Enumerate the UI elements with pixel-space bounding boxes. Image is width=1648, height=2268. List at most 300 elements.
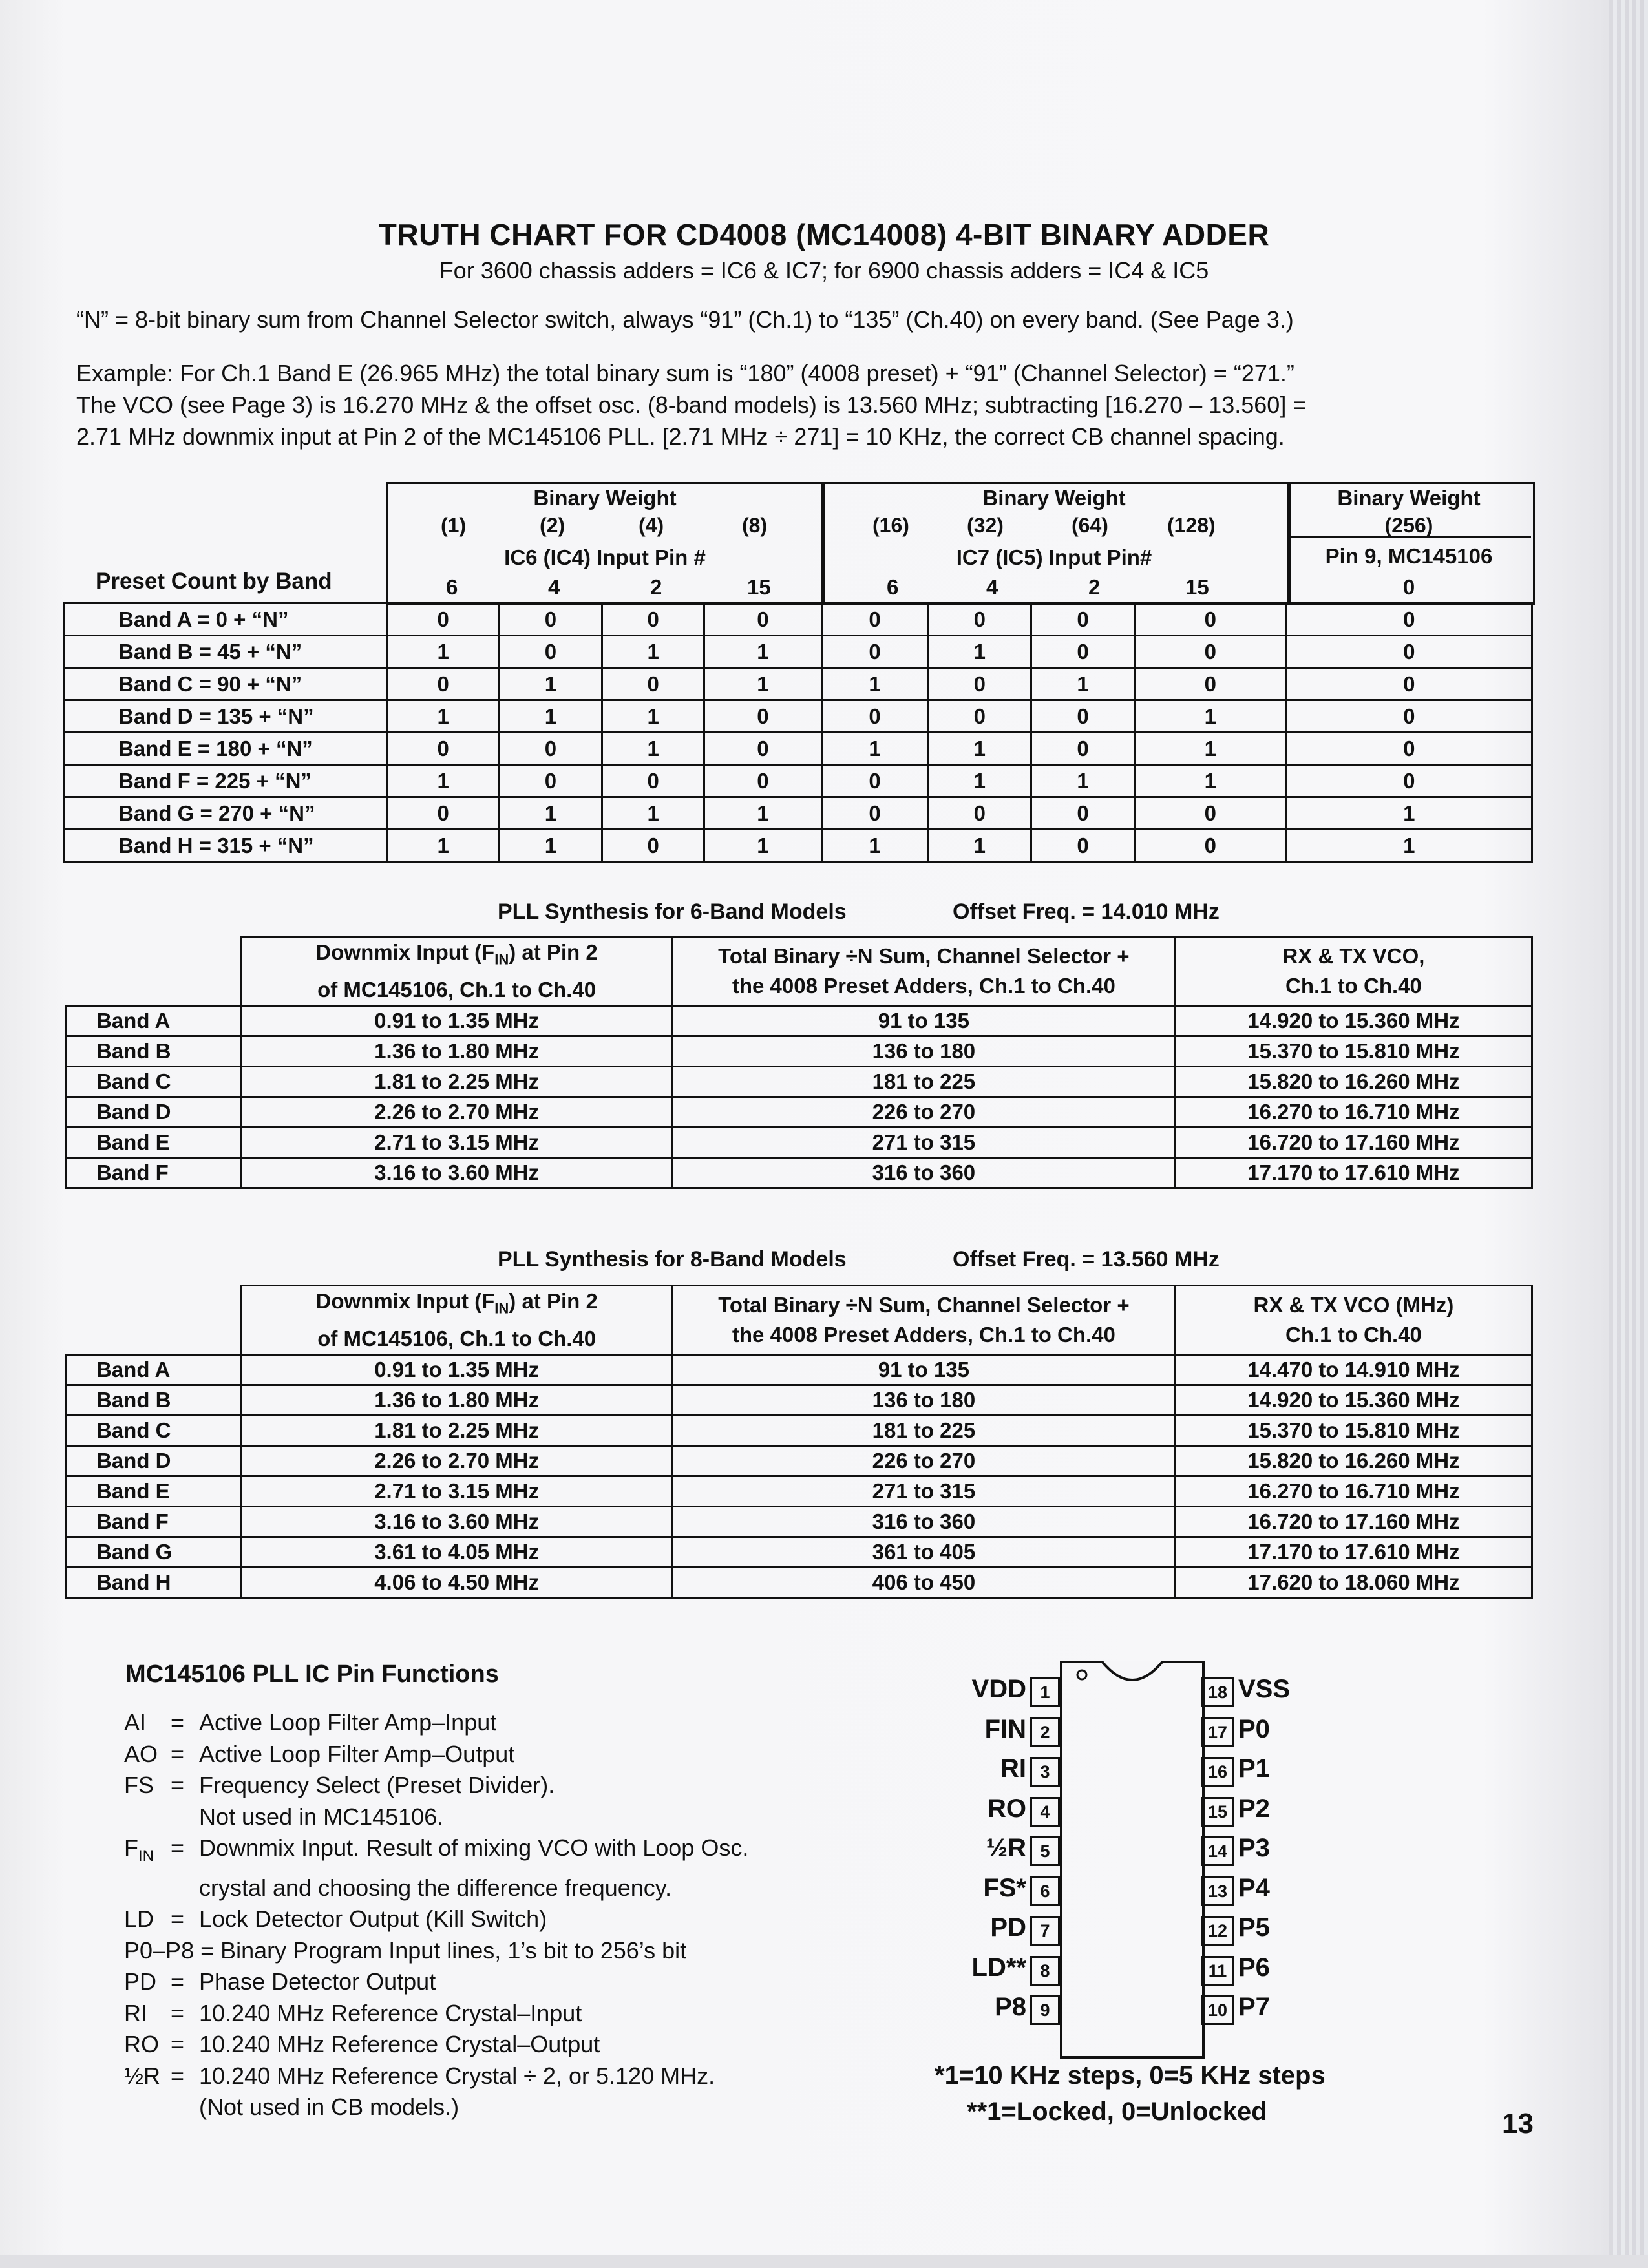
truth-row <box>65 765 1532 797</box>
pll-row <box>66 1066 1532 1097</box>
bit-cell: 0 <box>1031 797 1135 830</box>
pll8-offset: Offset Freq. = 13.560 MHz <box>953 1247 1220 1272</box>
pll-band-cell: Band E <box>66 1476 241 1506</box>
chip-pin-label: P0 <box>1238 1714 1270 1743</box>
chip-pin-label: RI <box>1000 1754 1026 1783</box>
chip-pin-number: 9 <box>1030 1995 1060 2025</box>
truth-row <box>65 636 1532 668</box>
chip-pin-number: 18 <box>1201 1677 1234 1707</box>
sum-header <box>672 937 1175 1006</box>
band-label: Band G = 270 + “N” <box>65 797 388 830</box>
bit-cell: 0 <box>499 765 602 797</box>
pin1-dot <box>1077 1670 1086 1679</box>
bit-cell: 1 <box>704 636 822 668</box>
pin-label: 15 <box>747 575 771 599</box>
pin-desc: Downmix Input. Result of mixing VCO with Loop Osc. <box>199 1834 749 1861</box>
chip-pin-number: 1 <box>1030 1677 1060 1707</box>
pll-sum-cell: 316 to 360 <box>672 1157 1175 1188</box>
bit-cell: 0 <box>1031 733 1135 765</box>
pin-label: 4 <box>986 575 998 599</box>
bit-cell: 1 <box>928 830 1031 862</box>
pin-key <box>124 1966 171 1998</box>
bit-cell: 1 <box>704 797 822 830</box>
pll-vco-cell: 15.820 to 16.260 MHz <box>1175 1445 1532 1476</box>
pin-key <box>124 2029 171 2061</box>
fin-header <box>241 937 673 1006</box>
pin-key <box>124 1904 171 1935</box>
chip-pin-number: 15 <box>1201 1797 1234 1827</box>
pin-key-text: RI <box>124 1999 147 2026</box>
pll-row <box>66 1567 1532 1597</box>
fin-subscript: IN <box>494 1300 509 1317</box>
truth-row <box>65 797 1532 830</box>
chip-pin-label: VSS <box>1238 1675 1291 1703</box>
ic6-weight-title: Binary Weight <box>533 486 677 510</box>
pll-fin-cell: 4.06 to 4.50 MHz <box>241 1567 673 1597</box>
bit-cell: 1 <box>499 668 602 700</box>
bit-cell: 1 <box>499 700 602 733</box>
ic6-pin-header: IC6 (IC4) Input Pin # <box>504 545 706 569</box>
bit-cell: 1 <box>1134 700 1286 733</box>
pin-label: 6 <box>446 575 458 599</box>
chip-pin-label: VDD <box>971 1675 1026 1703</box>
pll-band-cell: Band A <box>66 1005 241 1036</box>
chip-pin-label: P4 <box>1238 1873 1270 1902</box>
vco-header-text: RX & TX VCO, <box>1282 943 1425 968</box>
pll-fin-cell: 3.16 to 3.60 MHz <box>241 1506 673 1537</box>
bit-cell: 0 <box>704 733 822 765</box>
bit-cell: 1 <box>387 830 499 862</box>
vco-header-text: RX & TX VCO (MHz) <box>1253 1292 1454 1317</box>
pll-row <box>66 1476 1532 1506</box>
truth-row <box>65 604 1532 636</box>
bit-cell: 1 <box>602 797 704 830</box>
bit-cell: 0 <box>1134 668 1286 700</box>
bit-cell: 0 <box>1031 700 1135 733</box>
pin-desc: 10.240 MHz Reference Crystal–Input <box>199 1999 582 2026</box>
sum-header <box>672 1286 1175 1355</box>
pll-vco-cell: 17.620 to 18.060 MHz <box>1175 1567 1532 1597</box>
chip-pin-label: P2 <box>1238 1794 1270 1823</box>
pll-row <box>66 1036 1532 1066</box>
fin-header-text: ) at Pin 2 <box>509 1289 598 1313</box>
bit-cell: 0 <box>602 668 704 700</box>
pin-function-item <box>124 1739 748 1770</box>
bit-cell: 1 <box>928 636 1031 668</box>
pll-row <box>66 1537 1532 1567</box>
chip-pin-number: 3 <box>1030 1757 1060 1787</box>
chip-pin-number: 17 <box>1201 1717 1234 1747</box>
bit-cell: 1 <box>704 668 822 700</box>
pll-sum-cell: 271 to 315 <box>672 1127 1175 1157</box>
pin-function-item <box>124 1966 748 1998</box>
bit-cell: 1 <box>387 700 499 733</box>
page-number: 13 <box>1502 2108 1534 2139</box>
bit-cell: 1 <box>602 700 704 733</box>
sum-header-text: the 4008 Preset Adders, Ch.1 to Ch.40 <box>732 973 1115 998</box>
fin-header-text: Downmix Input (F <box>315 1289 495 1313</box>
chip-body <box>1060 1661 1205 2059</box>
band-label: Band B = 45 + “N” <box>65 636 388 668</box>
weight-label: (64) <box>1072 514 1108 537</box>
pin-key-text: LD <box>124 1906 154 1933</box>
pll-row <box>66 1354 1532 1385</box>
pll-vco-cell: 15.370 to 15.810 MHz <box>1175 1415 1532 1445</box>
pin-functions-title: MC145106 PLL IC Pin Functions <box>125 1661 499 1688</box>
weight-label: (128) <box>1167 514 1216 537</box>
chip-pin-number: 2 <box>1030 1717 1060 1747</box>
intro-line: “N” = 8-bit binary sum from Channel Selector switch, always “91” (Ch.1) to “135” (Ch.40) on every band. (See Page 3.) <box>76 306 1294 333</box>
page-subtitle: For 3600 chassis adders = IC6 & IC7; for 6900 chassis adders = IC4 & IC5 <box>439 257 1209 284</box>
ic7-weight-title: Binary Weight <box>982 486 1126 510</box>
pll-sum-cell: 226 to 270 <box>672 1445 1175 1476</box>
equals-sign: = <box>171 1740 185 1767</box>
pll-fin-cell: 1.36 to 1.80 MHz <box>241 1036 673 1066</box>
pin-key <box>124 1770 171 1801</box>
pll-vco-cell: 16.720 to 17.160 MHz <box>1175 1127 1532 1157</box>
pin-desc: 10.240 MHz Reference Crystal–Output <box>199 2031 600 2058</box>
pll-sum-cell: 181 to 225 <box>672 1415 1175 1445</box>
pll-row <box>66 1097 1532 1127</box>
equals-sign: = <box>171 2031 185 2058</box>
pin-key-subscript: IN <box>138 1847 154 1865</box>
chip-pin-label: ½R <box>986 1834 1026 1862</box>
bit-cell: 1 <box>1286 797 1532 830</box>
bit-cell: 0 <box>1286 733 1532 765</box>
pll-row <box>66 1445 1532 1476</box>
vco-header-text: Ch.1 to Ch.40 <box>1285 1322 1422 1347</box>
bit-cell: 1 <box>1031 765 1135 797</box>
pin-key-text: F <box>124 1834 138 1861</box>
pin-desc: Active Loop Filter Amp–Input <box>199 1709 497 1736</box>
pll6-table <box>65 936 1533 1189</box>
bit-cell: 0 <box>387 604 499 636</box>
fin-header-text: Downmix Input (F <box>315 940 495 964</box>
pll-band-cell: Band G <box>66 1537 241 1567</box>
chip-pin-label: P1 <box>1238 1754 1270 1783</box>
bit-cell: 0 <box>387 668 499 700</box>
fin-subscript: IN <box>494 951 509 968</box>
sum-header-text: Total Binary ÷N Sum, Channel Selector + <box>718 1292 1130 1317</box>
bit-cell: 1 <box>499 830 602 862</box>
page-edge <box>1609 0 1648 2268</box>
bit-cell: 0 <box>821 765 928 797</box>
pll-fin-cell: 2.26 to 2.70 MHz <box>241 1445 673 1476</box>
truth-row <box>65 668 1532 700</box>
bit-cell: 1 <box>602 733 704 765</box>
chip-pin-number: 8 <box>1030 1956 1060 1986</box>
bit-cell: 0 <box>387 733 499 765</box>
weight-label: (32) <box>967 514 1004 537</box>
pll-band-cell: Band C <box>66 1415 241 1445</box>
pll-vco-cell: 16.270 to 16.710 MHz <box>1175 1476 1532 1506</box>
pin-label: 15 <box>1185 575 1209 599</box>
pll-row <box>66 1127 1532 1157</box>
pll-row <box>66 1385 1532 1415</box>
band-label: Band D = 135 + “N” <box>65 700 388 733</box>
chip-pin-number: 10 <box>1201 1995 1234 2025</box>
chip-pin-number: 5 <box>1030 1836 1060 1866</box>
pll-row <box>66 1506 1532 1537</box>
pll-sum-cell: 91 to 135 <box>672 1354 1175 1385</box>
chip-pin-label: PD <box>990 1913 1026 1942</box>
sum-header-text: the 4008 Preset Adders, Ch.1 to Ch.40 <box>732 1322 1115 1347</box>
equals-sign: = <box>171 1834 185 1861</box>
pll-sum-cell: 226 to 270 <box>672 1097 1175 1127</box>
intro-paragraph-2 <box>76 357 1563 452</box>
chip-note-2: **1=Locked, 0=Unlocked <box>967 2097 1267 2126</box>
bit-cell: 0 <box>928 668 1031 700</box>
pin-function-item <box>124 2061 748 2092</box>
pll8-title: PLL Synthesis for 8-Band Models <box>498 1247 847 1272</box>
bit-cell: 0 <box>602 830 704 862</box>
fin-header <box>241 1286 673 1355</box>
pll-fin-cell: 2.71 to 3.15 MHz <box>241 1476 673 1506</box>
pll-vco-cell: 15.370 to 15.810 MHz <box>1175 1036 1532 1066</box>
weight-label: (256) <box>1384 514 1433 537</box>
sum-header-text: Total Binary ÷N Sum, Channel Selector + <box>718 943 1130 968</box>
pll8-table <box>65 1285 1533 1599</box>
pll-sum-cell: 136 to 180 <box>672 1036 1175 1066</box>
bit-cell: 0 <box>704 765 822 797</box>
band-label: Band E = 180 + “N” <box>65 733 388 765</box>
bit-cell: 0 <box>499 733 602 765</box>
pin-function-item <box>124 1904 748 1935</box>
bit-cell: 1 <box>928 733 1031 765</box>
pll-fin-cell: 1.81 to 2.25 MHz <box>241 1415 673 1445</box>
truth-table-body <box>63 602 1533 863</box>
bit-cell: 0 <box>1134 604 1286 636</box>
band-label: Band A = 0 + “N” <box>65 604 388 636</box>
pll-vco-cell: 15.820 to 16.260 MHz <box>1175 1066 1532 1097</box>
bit-cell: 0 <box>1134 636 1286 668</box>
weight-label: (1) <box>441 514 467 537</box>
pll-fin-cell: 2.26 to 2.70 MHz <box>241 1097 673 1127</box>
bit-cell: 1 <box>387 636 499 668</box>
pll-vco-cell: 14.920 to 15.360 MHz <box>1175 1385 1532 1415</box>
blank-cell <box>66 1286 241 1355</box>
bit-cell: 1 <box>821 733 928 765</box>
intro-line: Example: For Ch.1 Band E (26.965 MHz) the total binary sum is “180” (4008 preset) + “91” (Channel Selector) = “271.” <box>76 360 1294 386</box>
equals-sign: = <box>171 1906 185 1933</box>
pll6-offset: Offset Freq. = 14.010 MHz <box>953 899 1220 924</box>
equals-sign: = <box>171 1709 185 1736</box>
pin-functions-list <box>124 1707 748 2123</box>
weight-label: (16) <box>872 514 909 537</box>
fin-header-text: ) at Pin 2 <box>509 940 598 964</box>
pll-row <box>66 1415 1532 1445</box>
pll-vco-cell: 16.720 to 17.160 MHz <box>1175 1506 1532 1537</box>
pin-key <box>124 1998 171 2030</box>
chip-notch <box>1062 1661 1202 1686</box>
bit-cell: 0 <box>387 797 499 830</box>
equals-sign: = <box>171 2062 185 2089</box>
chip-pin-label: FS* <box>983 1873 1026 1902</box>
pll-band-cell: Band C <box>66 1066 241 1097</box>
fin-header-text: of MC145106, Ch.1 to Ch.40 <box>317 977 597 1002</box>
band-label: Band H = 315 + “N” <box>65 830 388 862</box>
bit-cell: 0 <box>928 700 1031 733</box>
bit-cell: 1 <box>387 765 499 797</box>
chip-pin-label: P7 <box>1238 1993 1270 2021</box>
pll-fin-cell: 1.81 to 2.25 MHz <box>241 1066 673 1097</box>
pll-vco-cell: 17.170 to 17.610 MHz <box>1175 1537 1532 1567</box>
pll-vco-cell: 14.920 to 15.360 MHz <box>1175 1005 1532 1036</box>
intro-paragraph-1 <box>76 304 1563 335</box>
bottom-edge <box>0 2255 1648 2268</box>
pin9-weight-title: Binary Weight <box>1337 486 1481 510</box>
pll-band-cell: Band F <box>66 1506 241 1537</box>
pll-row <box>66 1157 1532 1188</box>
chip-pin-number: 6 <box>1030 1876 1060 1906</box>
pin-label: 2 <box>650 575 662 599</box>
bit-cell: 0 <box>1031 604 1135 636</box>
pll-band-cell: Band E <box>66 1127 241 1157</box>
pin-function-item <box>124 2029 748 2061</box>
bit-cell: 1 <box>1031 668 1135 700</box>
bit-cell: 0 <box>1134 830 1286 862</box>
pll-sum-cell: 316 to 360 <box>672 1506 1175 1537</box>
pin-function-item <box>124 1935 748 1967</box>
bit-cell: 0 <box>704 700 822 733</box>
pll-fin-cell: 0.91 to 1.35 MHz <box>241 1354 673 1385</box>
pll-band-cell: Band A <box>66 1354 241 1385</box>
pin-desc: Frequency Select (Preset Divider). <box>199 1772 555 1798</box>
weight-label: (2) <box>540 514 565 537</box>
pin-desc: Lock Detector Output (Kill Switch) <box>199 1906 547 1933</box>
bit-cell: 1 <box>602 636 704 668</box>
bit-cell: 0 <box>602 765 704 797</box>
chip-pin-number: 16 <box>1201 1757 1234 1787</box>
chip-pin-label: RO <box>988 1794 1026 1823</box>
bit-cell: 0 <box>1134 797 1286 830</box>
bit-cell: 0 <box>1286 668 1532 700</box>
pll-band-cell: Band H <box>66 1567 241 1597</box>
pll-fin-cell: 1.36 to 1.80 MHz <box>241 1385 673 1415</box>
pll-sum-cell: 91 to 135 <box>672 1005 1175 1036</box>
bit-cell: 0 <box>928 604 1031 636</box>
pll-sum-cell: 271 to 315 <box>672 1476 1175 1506</box>
bit-cell: 0 <box>821 604 928 636</box>
bit-cell: 1 <box>928 765 1031 797</box>
bit-cell: 1 <box>499 797 602 830</box>
bit-cell: 0 <box>1286 604 1532 636</box>
fin-header-text: of MC145106, Ch.1 to Ch.40 <box>317 1326 597 1350</box>
pin-desc: P0–P8 = Binary Program Input lines, 1’s bit to 256’s bit <box>124 1937 687 1964</box>
bit-cell: 0 <box>1031 830 1135 862</box>
bit-cell: 0 <box>1286 765 1532 797</box>
pll-vco-cell: 17.170 to 17.610 MHz <box>1175 1157 1532 1188</box>
equals-sign: = <box>171 1772 185 1798</box>
pin-desc: 10.240 MHz Reference Crystal ÷ 2, or 5.120 MHz. <box>199 2062 715 2089</box>
pll-row <box>66 1005 1532 1036</box>
bit-cell: 0 <box>821 636 928 668</box>
bit-cell: 0 <box>1286 636 1532 668</box>
pll-fin-cell: 2.71 to 3.15 MHz <box>241 1127 673 1157</box>
pin-key <box>124 1832 171 1873</box>
bit-cell: 0 <box>821 700 928 733</box>
pll-vco-cell: 14.470 to 14.910 MHz <box>1175 1354 1532 1385</box>
weight-label: (8) <box>742 514 768 537</box>
chip-pin-number: 14 <box>1201 1836 1234 1866</box>
pin-key-text: PD <box>124 1968 157 1995</box>
chip-pin-number: 13 <box>1201 1876 1234 1906</box>
pin-key-text: AI <box>124 1709 147 1736</box>
band-label: Band C = 90 + “N” <box>65 668 388 700</box>
pin9-pin-header: Pin 9, MC145106 <box>1325 544 1493 568</box>
page-title: TRUTH CHART FOR CD4008 (MC14008) 4-BIT BINARY ADDER <box>378 218 1270 251</box>
pin-key <box>124 2061 171 2092</box>
pin-label: 2 <box>1088 575 1101 599</box>
bit-cell: 1 <box>1286 830 1532 862</box>
pin-desc: Active Loop Filter Amp–Output <box>199 1740 515 1767</box>
pin-key <box>124 1707 171 1739</box>
bit-cell: 0 <box>821 797 928 830</box>
pin-desc: Phase Detector Output <box>199 1968 436 1995</box>
pll-fin-cell: 0.91 to 1.35 MHz <box>241 1005 673 1036</box>
pll-vco-cell: 16.270 to 16.710 MHz <box>1175 1097 1532 1127</box>
bit-cell: 1 <box>1134 765 1286 797</box>
pin-function-item <box>124 1707 748 1739</box>
pin-key-text: RO <box>124 2031 159 2058</box>
chip-pin-label: P8 <box>995 1993 1026 2021</box>
ic7-pin-header: IC7 (IC5) Input Pin# <box>956 545 1152 569</box>
vco-header <box>1175 937 1532 1006</box>
chip-pin-label: P3 <box>1238 1834 1270 1862</box>
pll6-title: PLL Synthesis for 6-Band Models <box>498 899 847 924</box>
bit-cell: 0 <box>1286 700 1532 733</box>
chip-note-1: *1=10 KHz steps, 0=5 KHz steps <box>935 2061 1326 2090</box>
bit-cell: 0 <box>499 636 602 668</box>
vco-header-text: Ch.1 to Ch.40 <box>1285 973 1422 998</box>
chip-pin-label: FIN <box>984 1714 1026 1743</box>
bit-cell: 1 <box>704 830 822 862</box>
pll-sum-cell: 181 to 225 <box>672 1066 1175 1097</box>
pin-desc-continued: crystal and choosing the difference frequency. <box>199 1874 672 1901</box>
pin-desc-continued: (Not used in CB models.) <box>199 2094 460 2121</box>
band-label: Band F = 225 + “N” <box>65 765 388 797</box>
chip-pin-number: 12 <box>1201 1916 1234 1946</box>
intro-line: The VCO (see Page 3) is 16.270 MHz & the offset osc. (8-band models) is 13.560 MHz; subtracting [16.270 – 13.560] = <box>76 392 1307 418</box>
pin-label: 0 <box>1402 575 1415 599</box>
blank-cell <box>66 937 241 1006</box>
bit-cell: 0 <box>499 604 602 636</box>
pll-sum-cell: 361 to 405 <box>672 1537 1175 1567</box>
chip-pin-number: 7 <box>1030 1916 1060 1946</box>
bit-cell: 1 <box>821 668 928 700</box>
pin-key <box>124 1739 171 1770</box>
pin-function-item <box>124 1998 748 2030</box>
bit-cell: 0 <box>602 604 704 636</box>
truth-row <box>65 830 1532 862</box>
pin-key-text: ½R <box>124 2062 161 2089</box>
bit-cell: 0 <box>1031 636 1135 668</box>
weight-label: (4) <box>639 514 664 537</box>
equals-sign: = <box>171 1968 185 1995</box>
row-header: Preset Count by Band <box>96 569 332 594</box>
bit-cell: 0 <box>928 797 1031 830</box>
pll-band-cell: Band B <box>66 1036 241 1066</box>
pin-key-text: FS <box>124 1772 154 1798</box>
equals-sign: = <box>171 1999 185 2026</box>
pll-fin-cell: 3.61 to 4.05 MHz <box>241 1537 673 1567</box>
intro-line: 2.71 MHz downmix input at Pin 2 of the MC145106 PLL. [2.71 MHz ÷ 271] = 10 KHz, the correct CB channel spacing. <box>76 423 1285 450</box>
chip-pin-label: LD** <box>971 1953 1026 1982</box>
bit-cell: 0 <box>704 604 822 636</box>
pin-function-item <box>124 1770 748 1801</box>
pin-desc-continued: Not used in MC145106. <box>199 1803 444 1830</box>
pll-sum-cell: 136 to 180 <box>672 1385 1175 1415</box>
